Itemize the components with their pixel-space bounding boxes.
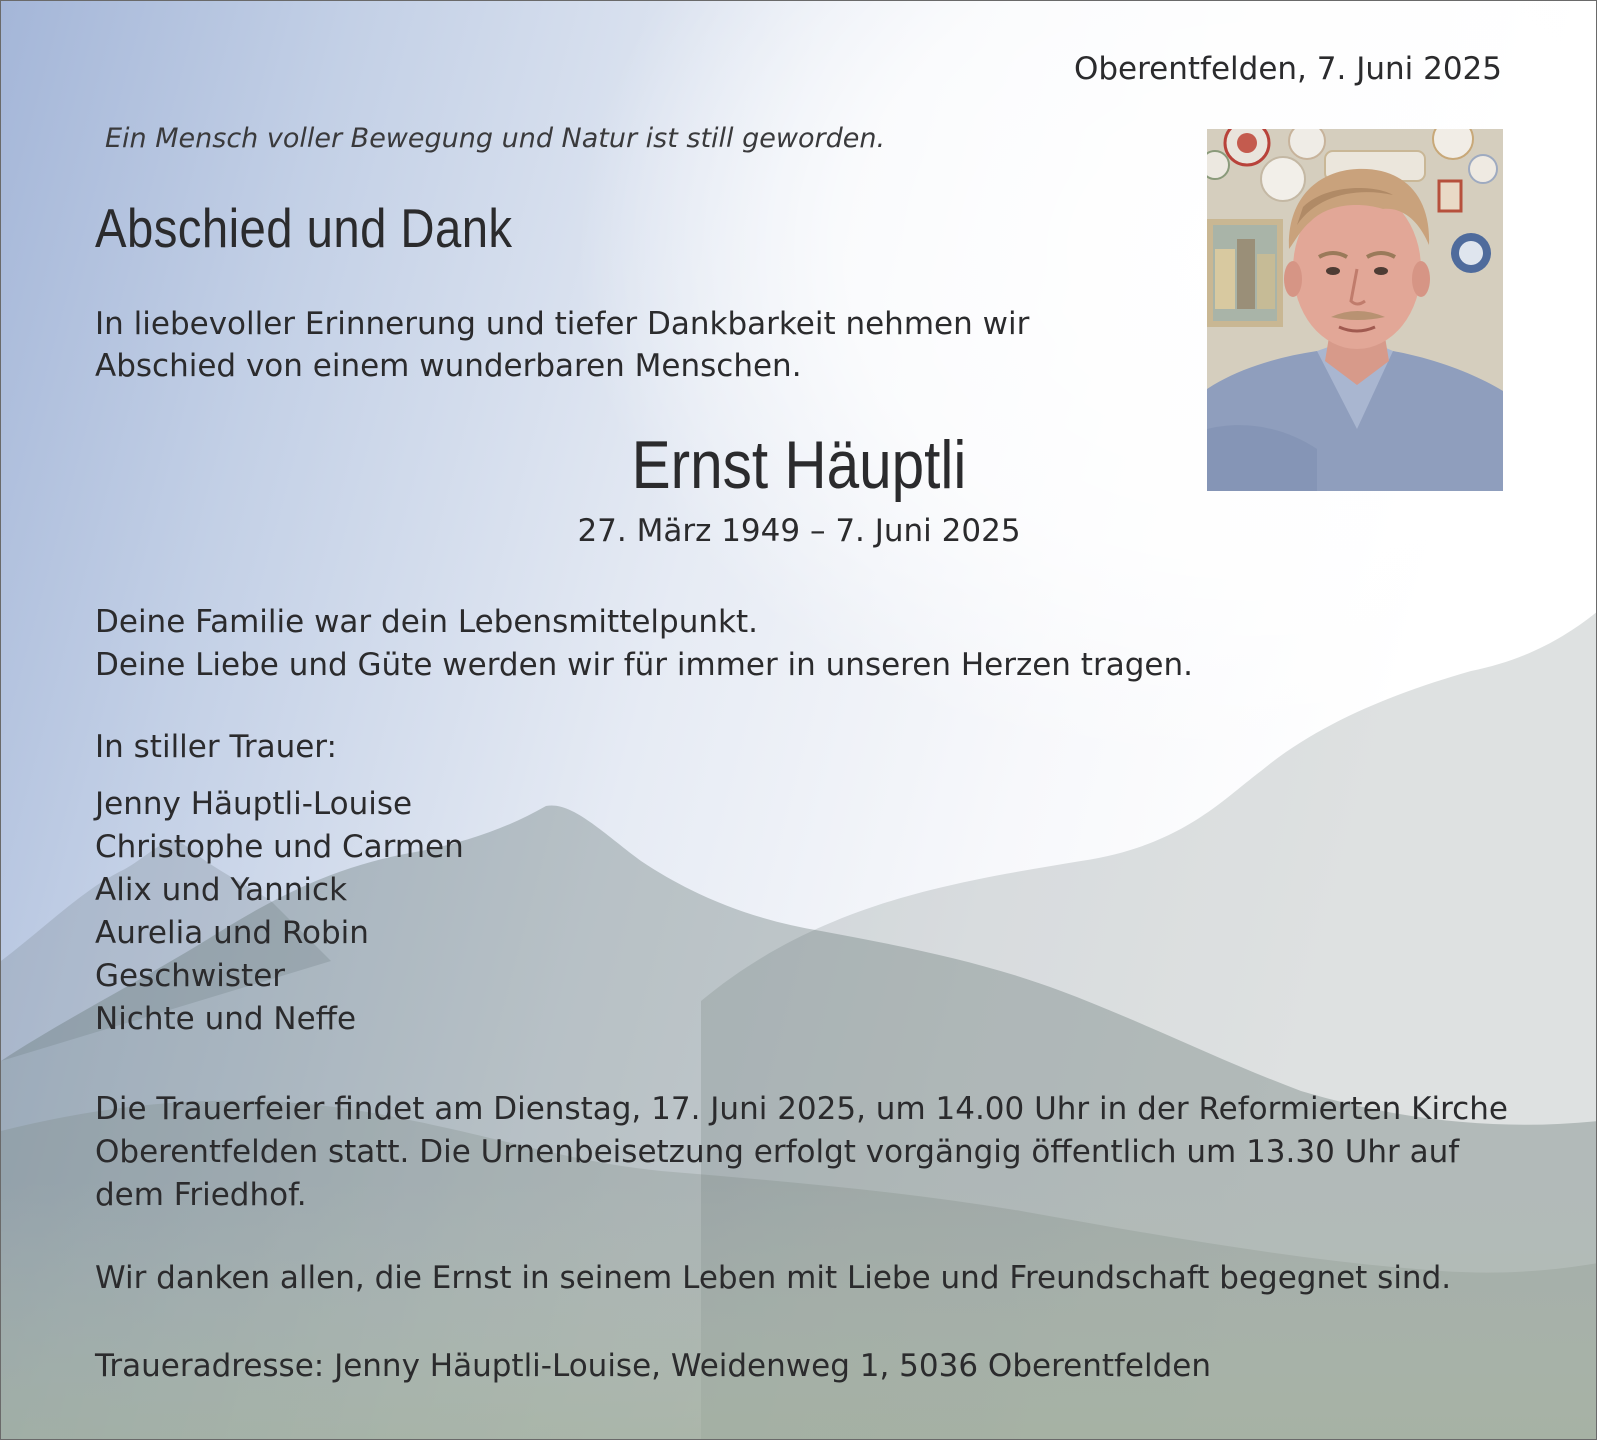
deceased-name: Ernst Häuptli: [631, 427, 967, 503]
mourner-item: Jenny Häuptli-Louise: [95, 786, 413, 822]
ceremony-line: Oberentfelden statt. Die Urnenbeisetzung erfolgt vorgängig öffentlich um 13.30 Uhr auf: [95, 1134, 1460, 1170]
mourner-item: Aurelia und Robin: [95, 915, 369, 951]
heading-title: Abschied und Dank: [95, 197, 513, 259]
intro-paragraph: [95, 303, 1029, 387]
ceremony-line: Die Trauerfeier findet am Dienstag, 17. Juni 2025, um 14.00 Uhr in der Reformierten Kirche: [95, 1091, 1508, 1127]
mourner-item: Christophe und Carmen: [95, 829, 464, 865]
mourner-item: Nichte und Neffe: [95, 1001, 357, 1037]
family-line: Deine Familie war dein Lebensmittelpunkt.: [95, 604, 758, 640]
ceremony-paragraph: [95, 1088, 1508, 1217]
motto-quote: Ein Mensch voller Bewegung und Natur ist still geworden.: [105, 123, 886, 154]
mourner-item: Geschwister: [95, 958, 286, 994]
mourners-list: [95, 783, 464, 1041]
ceremony-line: dem Friedhof.: [95, 1177, 307, 1213]
intro-line: In liebevoller Erinnerung und tiefer Dankbarkeit nehmen wir: [95, 306, 1030, 342]
thanks-line: Wir danken allen, die Ernst in seinem Leben mit Liebe und Freundschaft begegnet sind.: [95, 1260, 1452, 1296]
mourning-label: In stiller Trauer:: [95, 729, 337, 765]
place-and-date: Oberentfelden, 7. Juni 2025: [1073, 51, 1502, 87]
mourning-address: Traueradresse: Jenny Häuptli-Louise, Weidenweg 1, 5036 Oberentfelden: [95, 1348, 1211, 1384]
portrait-photo: [1207, 129, 1503, 491]
deceased-lifespan: 27. März 1949 – 7. Juni 2025: [577, 513, 1021, 549]
mourner-item: Alix und Yannick: [95, 872, 348, 908]
family-paragraph: [95, 601, 1193, 687]
portrait-illustration: [1207, 129, 1503, 491]
family-line: Deine Liebe und Güte werden wir für immer in unseren Herzen tragen.: [95, 647, 1193, 683]
intro-line: Abschied von einem wunderbaren Menschen.: [95, 348, 802, 384]
